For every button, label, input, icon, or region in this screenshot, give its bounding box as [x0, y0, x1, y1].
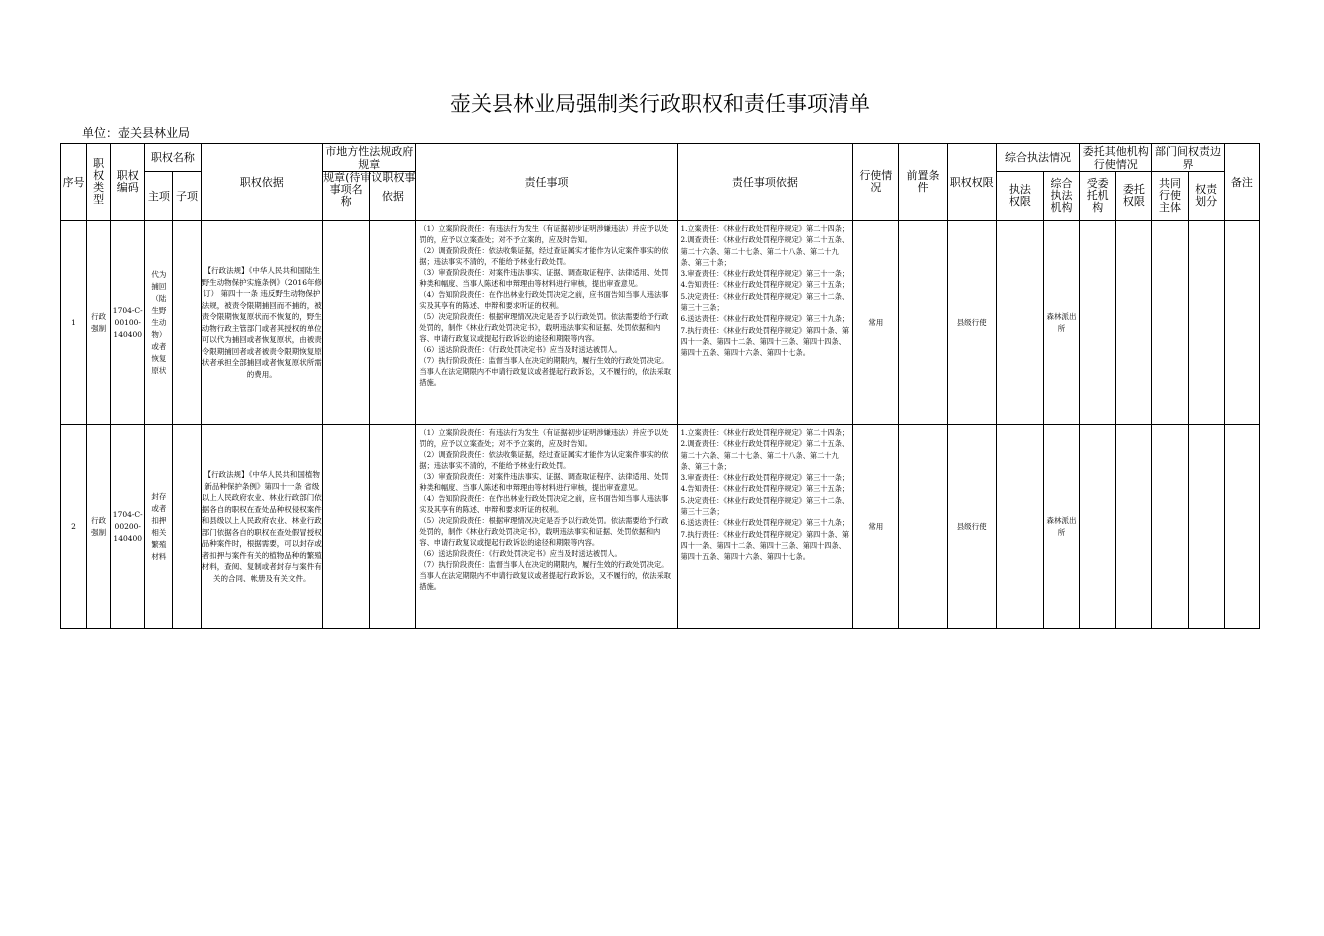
header-type: 职权类型 — [87, 144, 111, 221]
cell-duty-basis: 1.立案责任：《林业行政处罚程序规定》第二十四条； 2.调查责任：《林业行政处罚程序规定》第二十五条、第二十六条、第二十七条、第二十八条、第二十九条、第三十条； 3.审查责任：《林业行政处罚程序规定》第三十一条； 4.告知责任：《林业行政处罚程序规定》第三十五条； 5.决定责任：《林业行政处罚程序规定》第三十二条、第三十三条； 6.送达责任：《林业行政处罚程序规定》第三十九条； 7.执行责任：《林业行政处罚程序规定》第四十条、第四十一条、第四十二条、第四十三条、第四十四条、第四十五条、第四十六条、第四十七条。 — [677, 425, 853, 629]
header-name-group: 职权名称 — [145, 144, 201, 172]
header-exercise: 行使情况 — [853, 144, 899, 221]
cell-authority: 县级行使 — [947, 221, 996, 425]
header-joint-subject: 共同行使主体 — [1152, 172, 1188, 221]
cell-item-name — [323, 425, 370, 629]
cell-duty: （1）立案阶段责任：有违法行为发生（有证据初步证明涉嫌违法）并应予以处罚的，应予以立案查处；对不予立案的，应及时告知。 （2）调查阶段责任：依法收集证据，经过查证属实才能作为认定案件事实的依据；违法事实不清的，不能给予林业行政处罚。 （3）审查阶段责任：对案件违法事实、证据、调查取证程序、法律适用、处罚种类和幅度、当事人陈述和申辩理由等材料进行审核，提出审查意见。 （4）告知阶段责任：在作出林业行政处罚决定之前，应书面告知当事人违法事实及其享有的陈述、申辩和要求听证的权利。 （5）决定阶段责任：根据审理情况决定是否予以行政处罚。依法需要给予行政处罚的，制作《林业行政处罚决定书》，载明违法事实和证据、处罚依据和内容、申请行政复议或提起行政诉讼的途径和期限等内容。 （6）送达阶段责任：《行政处罚决定书》应当及时送达被罚人。 （7）执行阶段责任：监督当事人在决定的期限内，履行生效的行政处罚决定。当事人在法定期限内不申请行政复议或者提起行政诉讼，又不履行的，依法采取措施。 — [416, 221, 677, 425]
cell-precondition — [899, 221, 947, 425]
cell-power-division — [1188, 425, 1224, 629]
cell-code: 1704-C-00100-140400 — [111, 221, 145, 425]
header-joint-group: 综合执法情况 — [996, 144, 1079, 172]
header-duty-basis: 责任事项依据 — [677, 144, 853, 221]
cell-joint-subject — [1152, 425, 1188, 629]
cell-seq: 1 — [61, 221, 87, 425]
header-duty: 责任事项 — [416, 144, 677, 221]
cell-enforce-auth — [996, 425, 1043, 629]
cell-duty: （1）立案阶段责任：有违法行为发生（有证据初步证明涉嫌违法）并应予以处罚的，应予以立案查处；对不予立案的，应及时告知。 （2）调查阶段责任：依法收集证据，经过查证属实才能作为认定案件事实的依据；违法事实不清的，不能给予林业行政处罚。 （3）审查阶段责任：对案件违法事实、证据、调查取证程序、法律适用、处罚种类和幅度、当事人陈述和申辩理由等材料进行审核，提出审查意见。 （4）告知阶段责任：在作出林业行政处罚决定之前，应书面告知当事人违法事实及其享有的陈述、申辩和要求听证的权利。 （5）决定阶段责任：根据审理情况决定是否予以行政处罚。依法需要给予行政处罚的，制作《林业行政处罚决定书》，载明违法事实和证据、处罚依据和内容、申请行政复议或提起行政诉讼的途径和期限等内容。 （6）送达阶段责任：《行政处罚决定书》应当及时送达被罚人。 （7）执行阶段责任：监督当事人在决定的期限内，履行生效的行政处罚决定。当事人在法定期限内不申请行政复议或者提起行政诉讼，又不履行的，依法采取措施。 — [416, 425, 677, 629]
header-precondition: 前置条件 — [899, 144, 947, 221]
header-local-basis: 依据 — [370, 172, 416, 221]
cell-entrust-auth — [1116, 221, 1152, 425]
header-local-group: 市地方性法规政府规章 规章(待审议职权事 — [323, 144, 416, 184]
cell-type: 行政强制 — [87, 425, 111, 629]
header-sub-item: 子项 — [173, 172, 201, 221]
cell-entrust-auth — [1116, 425, 1152, 629]
header-power-division: 权责划分 — [1188, 172, 1224, 221]
cell-local-basis — [370, 425, 416, 629]
cell-sub-item — [173, 221, 201, 425]
cell-exercise: 常用 — [853, 425, 899, 629]
cell-item-name — [323, 221, 370, 425]
header-remark: 备注 — [1224, 144, 1259, 221]
header-entrust-auth: 委托权限 — [1116, 172, 1152, 221]
cell-seq: 2 — [61, 425, 87, 629]
cell-authority: 县级行使 — [947, 425, 996, 629]
cell-remark — [1224, 221, 1259, 425]
cell-enforce-org: 森林派出所 — [1043, 425, 1079, 629]
cell-code: 1704-C-00200-140400 — [111, 425, 145, 629]
header-basis: 职权依据 — [201, 144, 323, 221]
cell-entrusted-org — [1080, 425, 1116, 629]
cell-remark — [1224, 425, 1259, 629]
table-row — [61, 221, 1260, 425]
header-enforce-org: 综合执法机构 — [1043, 172, 1079, 221]
cell-precondition — [899, 425, 947, 629]
cell-type: 行政强制 — [87, 221, 111, 425]
cell-entrusted-org — [1080, 221, 1116, 425]
header-main-item: 主项 — [145, 172, 173, 221]
cell-power-division — [1188, 221, 1224, 425]
header-authority: 职权权限 — [947, 144, 996, 221]
table-row — [61, 425, 1260, 629]
cell-enforce-org: 森林派出所 — [1043, 221, 1079, 425]
header-entrust-group: 委托其他机构行使情况 — [1080, 144, 1152, 172]
unit-label: 单位：壶关县林业局 — [82, 126, 191, 140]
cell-duty-basis: 1.立案责任：《林业行政处罚程序规定》第二十四条； 2.调查责任：《林业行政处罚程序规定》第二十五条、第二十六条、第二十七条、第二十八条、第二十九条、第三十条； 3.审查责任：《林业行政处罚程序规定》第三十一条； 4.告知责任：《林业行政处罚程序规定》第三十五条； 5.决定责任：《林业行政处罚程序规定》第三十二条、第三十三条； 6.送达责任：《林业行政处罚程序规定》第三十九条； 7.执行责任：《林业行政处罚程序规定》第四十条、第四十一条、第四十二条、第四十三条、第四十四条、第四十五条、第四十六条、第四十七条。 — [677, 221, 853, 425]
header-seq: 序号 — [61, 144, 87, 221]
cell-main-item: 代为捕回（陆生野生动物）或者恢复原状 — [145, 221, 173, 425]
header-entrusted-org: 受委托机构 — [1080, 172, 1116, 221]
cell-exercise: 常用 — [853, 221, 899, 425]
document-title: 壶关县林业局强制类行政职权和责任事项清单 — [450, 92, 870, 116]
cell-local-basis — [370, 221, 416, 425]
header-enforce-auth: 执法权限 — [996, 172, 1043, 221]
header-item-name: 事项名称 — [323, 172, 370, 221]
header-code: 职权编码 — [111, 144, 145, 221]
cell-basis: 【行政法规】《中华人民共和国陆生野生动物保护实施条例》（2016年修订） 第四十一条 违反野生动物保护法规，被责令限期捕回而不捕的，被责令限期恢复原状而不恢复的，野生动物行政主管部门或者其授权的单位可以代为捕回或者恢复原状，由被责令限期捕回者或者被责令限期恢复原状者承担全部捕回或者恢复原状所需的费用。 — [201, 221, 323, 425]
cell-enforce-auth — [996, 221, 1043, 425]
power-list-table — [60, 143, 1260, 629]
cell-sub-item — [173, 425, 201, 629]
cell-main-item: 封存或者扣押相关繁殖材料 — [145, 425, 173, 629]
cell-basis: 【行政法规】《中华人民共和国植物新品种保护条例》第四十一条 省级以上人民政府农业、林业行政部门依据各自的职权在查处品种权侵权案件和县级以上人民政府农业、林业行政部门依据各自的职权在查处假冒授权品种案件时，根据需要，可以封存或者扣押与案件有关的植物品种的繁殖材料，查阅、复制或者封存与案件有关的合同、帐册及有关文件。 — [201, 425, 323, 629]
header-dept-group: 部门间权责边界 — [1152, 144, 1224, 172]
cell-joint-subject — [1152, 221, 1188, 425]
